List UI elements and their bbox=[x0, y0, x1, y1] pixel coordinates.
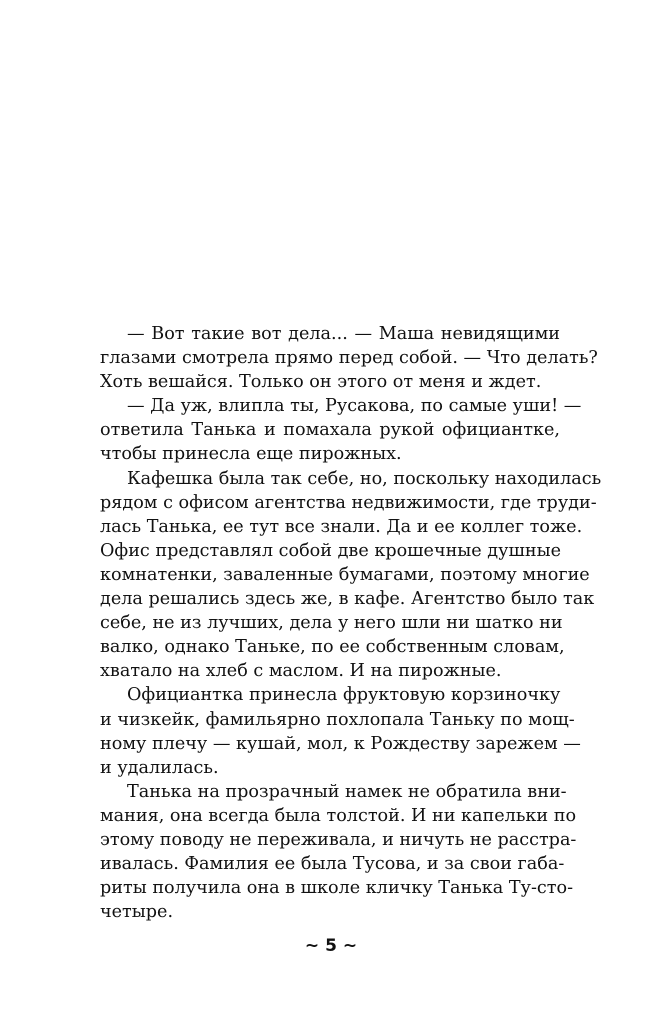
text-line: чтобы принесла еще пирожных. bbox=[100, 444, 402, 465]
text-line: Хоть вешайся. Только он этого от меня и ждет. bbox=[100, 372, 542, 393]
text-line: лась Танька, ее тут все знали. Да и ее коллег тоже. bbox=[100, 516, 583, 537]
text-line: дела решались здесь же, в кафе. Агентство было так bbox=[100, 589, 595, 610]
text-line: этому поводу не переживала, и ничуть не расстра- bbox=[100, 829, 577, 850]
text-line: мания, она всегда была толстой. И ни капельки по bbox=[100, 805, 577, 826]
text-line: риты получила она в школе кличку Танька Ту-сто- bbox=[100, 878, 574, 899]
text-line: хватало на хлеб с маслом. И на пирожные. bbox=[100, 661, 502, 682]
text-line: Кафешка была так себе, но, поскольку находилась bbox=[127, 468, 602, 489]
text-line: и удалилась. bbox=[100, 757, 219, 778]
text-line: четыре. bbox=[100, 902, 174, 923]
page-number: ~ 5 ~ bbox=[304, 936, 358, 956]
text-line: — Да уж, влипла ты, Русакова, по самые уши! — bbox=[127, 396, 582, 417]
text-line: Официантка принесла фруктовую корзиночку bbox=[127, 685, 561, 706]
text-line: глазами смотрела прямо перед собой. — Что делать? bbox=[100, 348, 598, 369]
text-line: ивалась. Фамилия ее была Тусова, и за свои габа- bbox=[100, 854, 565, 875]
text-line: валко, однако Таньке, по ее собственным словам, bbox=[100, 637, 565, 658]
text-line: себе, не из лучших, дела у него шли ни шатко ни bbox=[100, 613, 563, 634]
text-line: Танька на прозрачный намек не обратила вни- bbox=[127, 781, 567, 802]
text-line: и чизкейк, фамильярно похлопала Таньку по мощ- bbox=[100, 709, 575, 730]
text-line: рядом с офисом агентства недвижимости, где труди- bbox=[100, 492, 597, 513]
text-line: Офис представлял собой две крошечные душные bbox=[100, 540, 561, 561]
text-line: — Вот такие вот дела... — Маша невидящими bbox=[127, 324, 560, 344]
text-line: ному плечу — кушай, мол, к Рождеству зарежем — bbox=[100, 733, 581, 754]
text-line: комнатенки, заваленные бумагами, поэтому многие bbox=[100, 564, 590, 585]
body-text bbox=[100, 322, 602, 924]
text-line: ответила Танька и помахала рукой официантке, bbox=[100, 420, 560, 441]
